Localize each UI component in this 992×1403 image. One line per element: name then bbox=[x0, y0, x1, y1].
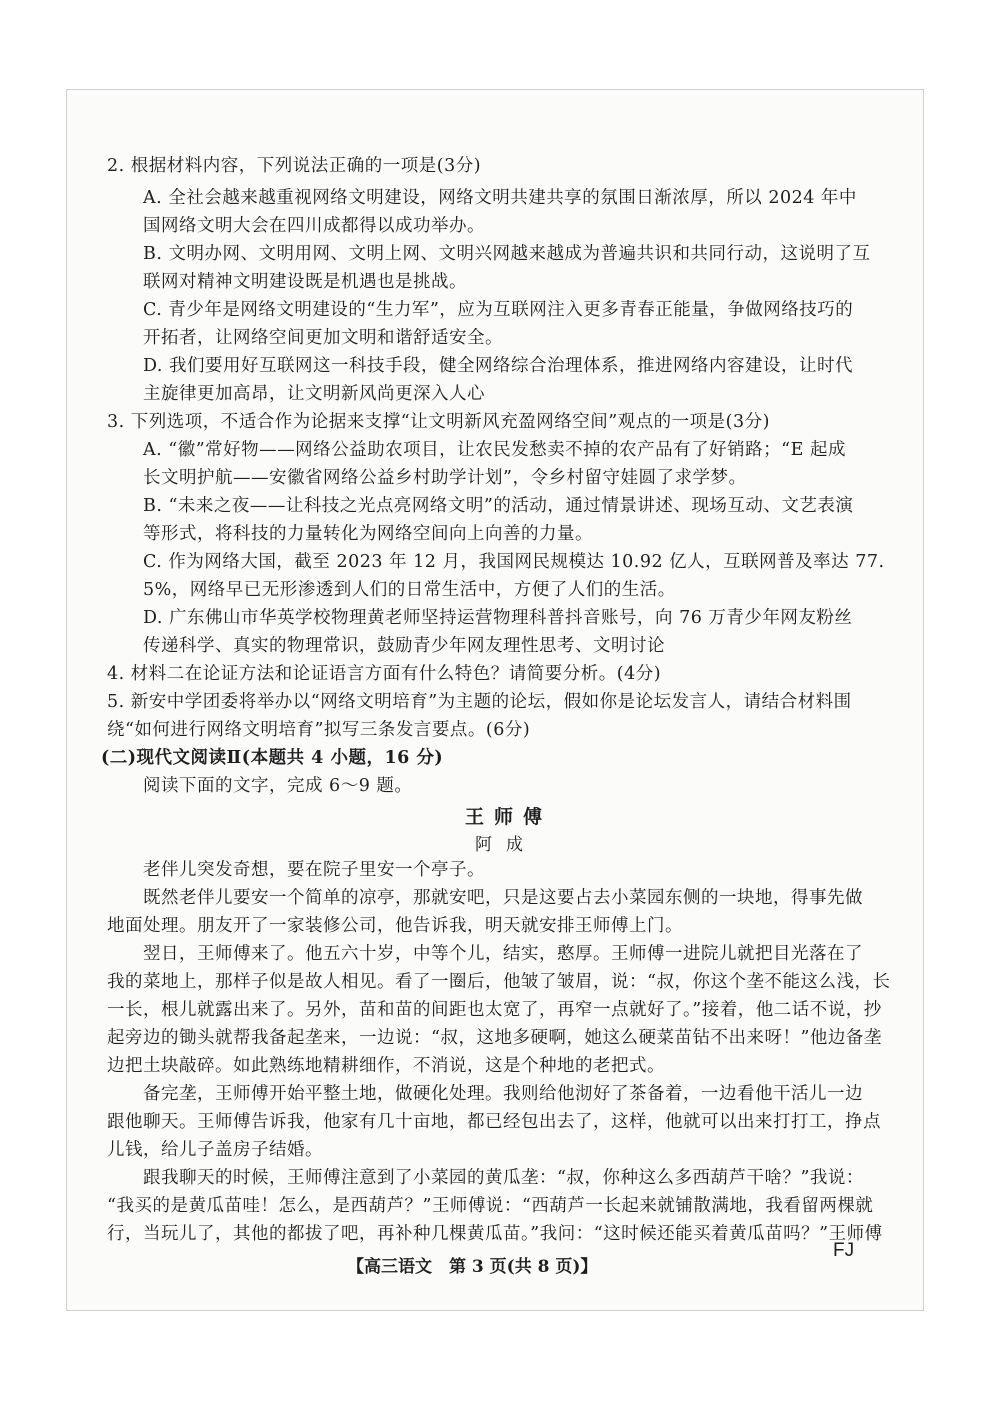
exam-page bbox=[66, 89, 924, 1311]
question-2-option-c: C. 青少年是网络文明建设的“生力军”，应为互联网注入更多青春正能量，争做网络技巧的 bbox=[143, 300, 854, 320]
question-3-stem: 3. 下列选项，不适合作为论据来支撑“让文明新风充盈网络空间”观点的一项是(3分) bbox=[107, 412, 770, 432]
story-line: 备完垄，王师傅开始平整土地，做硬化处理。我则给他沏好了茶备着，一边看他干活儿一边 bbox=[143, 1084, 863, 1104]
story-line: 边把土块敲碎。如此熟练地精耕细作，不消说，这是个种地的老把式。 bbox=[107, 1056, 665, 1076]
story-line: 翌日，王师傅来了。他五六十岁，中等个儿，结实，憨厚。王师傅一进院儿就把目光落在了 bbox=[143, 944, 863, 964]
question-2-option-b-cont: 联网对精神文明建设既是机遇也是挑战。 bbox=[143, 272, 467, 292]
question-3-option-b-cont: 等形式，将科技的力量转化为网络空间向上向善的力量。 bbox=[143, 524, 593, 544]
question-3-option-d-cont: 传递科学、真实的物理常识，鼓励青少年网友理性思考、文明讨论 bbox=[143, 636, 665, 656]
question-2-option-a: A. 全社会越来越重视网络文明建设，网络文明共建共享的氛围日渐浓厚，所以 2024 年中 bbox=[143, 188, 857, 208]
story-title: 王师傅 bbox=[465, 806, 553, 828]
section-instruction: 阅读下面的文字，完成 6～9 题。 bbox=[143, 776, 413, 796]
section-heading: (二)现代文阅读Ⅱ(本题共 4 小题，16 分) bbox=[101, 748, 444, 768]
question-2-option-d: D. 我们要用好互联网这一科技手段，健全网络综合治理体系，推进网络内容建设，让时代 bbox=[143, 356, 854, 376]
story-line: 一长，根儿就露出来了。另外，苗和苗的间距也太宽了，再窄一点就好了。”接着，他二话不说，抄 bbox=[107, 1000, 882, 1020]
question-2-stem: 2. 根据材料内容，下列说法正确的一项是(3分) bbox=[107, 156, 482, 176]
question-3-option-a-cont: 长文明护航——安徽省网络公益乡村助学计划”，令乡村留守娃圆了求学梦。 bbox=[143, 468, 747, 488]
story-line: 起旁边的锄头就帮我备起垄来，一边说：“叔，这地多硬啊，她这么硬菜苗钻不出来呀！”他边备垄 bbox=[107, 1028, 882, 1048]
question-3-option-b: B. “未来之夜——让科技之光点亮网络文明”的活动，通过情景讲述、现场互动、文艺表演 bbox=[143, 496, 854, 516]
question-3-option-c: C. 作为网络大国，截至 2023 年 12 月，我国网民规模达 10.92 亿人，互联网普及率达 77. bbox=[143, 552, 885, 572]
question-2-option-c-cont: 开拓者，让网络空间更加文明和谐舒适安全。 bbox=[143, 328, 503, 348]
page-footer: 【高三语文 第 3 页(共 8 页)】 bbox=[347, 1257, 598, 1277]
question-3-option-d: D. 广东佛山市华英学校物理黄老师坚持运营物理科普抖音账号，向 76 万青少年网友粉丝 bbox=[143, 608, 853, 628]
exam-code: FJ bbox=[833, 1240, 855, 1261]
story-line: 儿钱，给儿子盖房子结婚。 bbox=[107, 1140, 323, 1160]
story-line: 地面处理。朋友开了一家装修公司，他告诉我，明天就安排王师傅上门。 bbox=[107, 916, 683, 936]
question-5: 5. 新安中学团委将举办以“网络文明培育”为主题的论坛，假如你是论坛发言人，请结合材料围 bbox=[107, 692, 852, 712]
story-line: 行，当玩儿了，其他的都拔了吧，再补种几棵黄瓜苗。”我问：“这时候还能买着黄瓜苗吗？”王师傅 bbox=[107, 1224, 883, 1244]
question-4: 4. 材料二在论证方法和论证语言方面有什么特色？请简要分析。(4分) bbox=[107, 664, 662, 684]
question-2-option-d-cont: 主旋律更加高昂，让文明新风尚更深入人心 bbox=[143, 384, 485, 404]
question-3-option-c-cont: 5%，网络早已无形渗透到人们的日常生活中，方便了人们的生活。 bbox=[143, 580, 676, 600]
story-line: 我的菜地上，那样子似是故人相见。看了一圈后，他皱了皱眉，说：“叔，你这个垄不能这么浅，长 bbox=[107, 972, 891, 992]
story-line: “我买的是黄瓜苗哇！怎么，是西葫芦？”王师傅说：“西葫芦一长起来就铺散满地，我看留两棵就 bbox=[107, 1196, 874, 1216]
story-line: 既然老伴儿要安一个简单的凉亭，那就安吧，只是这要占去小菜园东侧的一块地，得事先做 bbox=[143, 888, 863, 908]
story-line: 跟他聊天。王师傅告诉我，他家有几十亩地，都已经包出去了，这样，他就可以出来打打工，挣点 bbox=[107, 1112, 881, 1132]
question-5-cont: 绕“如何进行网络文明培育”拟写三条发言要点。(6分) bbox=[107, 720, 531, 740]
story-line: 跟我聊天的时候，王师傅注意到了小菜园的黄瓜垄：“叔，你种这么多西葫芦干啥？”我说： bbox=[143, 1168, 864, 1188]
story-author: 阿成 bbox=[475, 835, 537, 855]
story-line: 老伴儿突发奇想，要在院子里安一个亭子。 bbox=[143, 860, 485, 880]
question-3-option-a: A. “徽”常好物——网络公益助农项目，让农民发愁卖不掉的农产品有了好销路；“E 起成 bbox=[143, 440, 846, 460]
question-2-option-a-cont: 国网络文明大会在四川成都得以成功举办。 bbox=[143, 216, 485, 236]
question-2-option-b: B. 文明办网、文明用网、文明上网、文明兴网越来越成为普遍共识和共同行动，这说明了互 bbox=[143, 244, 871, 264]
